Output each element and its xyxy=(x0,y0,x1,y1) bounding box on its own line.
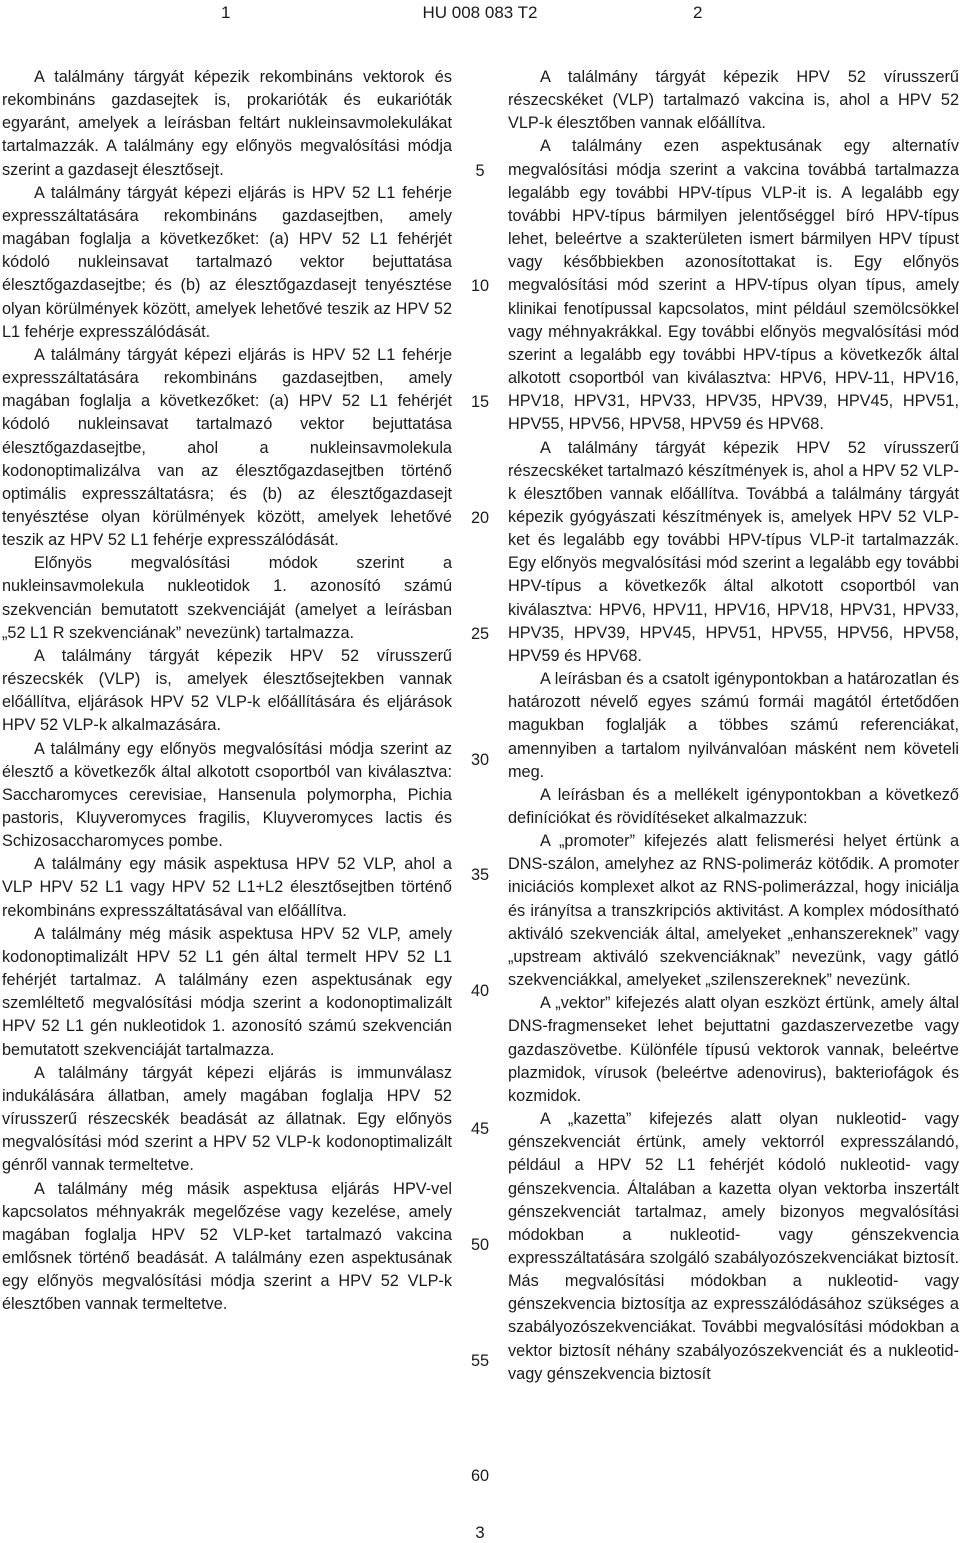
header-left-page-number: 1 xyxy=(221,3,231,22)
paragraph: A „promoter” kifejezés alatt felismerési helyet értünk a DNS-szálon, amelyhez az RNS-polimeráz kötődik. A promoter iniciációs komplexet alkot az RNS-polimerázzal, hogy iniciálja és irányítsa a transzkripciós aktivitást. A komplex módosítható aktiváló szekvenciák által, amelyeket „enhanszereknek” vagy „upstream aktiváló szekvenciáknak” nevezünk, vagy gátló szekvenciákkal, amelyeket „szilenszereknek” nevezünk. xyxy=(508,832,959,990)
paragraph: A találmány egy előnyös megvalósítási módja szerint az élesztő a következők által alkotott csoportból van kiválasztva: Saccharomyces cerevisiae, Hansenula polymorpha, Pichia pastoris, Kluyveromyces fragilis, Kluyveromyces lactis és Schizosaccharomyces pombe. xyxy=(2,739,452,851)
paragraph: A találmány még másik aspektusa eljárás HPV-vel kapcsolatos méhnyakrák megelőzése vagy kezelése, amely magában foglalja HPV 52 VLP-ket tartalmazó vakcina emlősnek történő beadását. A találmány ezen aspektusának egy előnyös megvalósítási módja szerint a HPV 52 VLP-k élesztőben vannak termeltetve. xyxy=(2,1179,452,1314)
paragraph: A találmány tárgyát képezi eljárás is HPV 52 L1 fehérje expresszáltatására rekombináns gazdasejtben, amely magában foglalja a következőket: (a) HPV 52 L1 fehérjét kódoló nukleinsavat tartalmazó vektor bejuttatása élesztőgazdasejtbe, ahol a nukleinsavmolekula kodonoptimalizálva van az élesztőgazdasejtben történő optimális expresszáltatásra; és (b) az élesztőgazdasejt tenyésztése olyan körülmények között, amelyek lehetővé teszik az HPV 52 L1 fehérje expresszálódását. xyxy=(2,345,452,550)
paragraph: A „vektor” kifejezés alatt olyan eszközt értünk, amely által DNS-fragmenseket lehet bejuttatni gazdaszervezetbe vagy gazdaszövetbe. Különféle típusú vektorok vannak, beleértve plazmidok, vírusok (beleértve adenovirus), bakteriofágok és kozmidok. xyxy=(508,994,959,1105)
line-number: 40 xyxy=(470,982,490,1000)
paragraph: A leírásban és a mellékelt igénypontokban a következő definíciókat és rövidítéseket alkalmazzuk: xyxy=(508,785,959,827)
paragraph: A találmány tárgyát képezi eljárás is immunválasz indukálására állatban, amely magában foglalja HPV 52 vírusszerű részecskék beadását az állatnak. Egy előnyös megvalósítási mód szerint a HPV 52 VLP-k kodonoptimalizált génről vannak termeltetve. xyxy=(2,1063,452,1175)
paragraph: A találmány tárgyát képezi eljárás is HPV 52 L1 fehérje expresszáltatására rekombináns gazdasejtben, amely magában foglalja a következőket: (a) HPV 52 L1 fehérjét kódoló nukleinsavat tartalmazó vektor bejuttatása élesztőgazdasejtbe; és (b) az élesztőgazdasejt tenyésztése olyan körülmények között, amelyek lehetővé teszik az HPV 52 L1 fehérje expresszálódását. xyxy=(2,183,452,341)
line-number: 5 xyxy=(475,162,485,180)
line-number: 60 xyxy=(470,1467,490,1485)
line-number: 10 xyxy=(470,277,490,295)
paragraph: A találmány még másik aspektusa HPV 52 VLP, amely kodonoptimalizált HPV 52 L1 gén által termelt HPV 52 L1 fehérjét tartalmaz. A találmány ezen aspektusának egy szemléltető megvalósítási módja szerint a kodonoptimalizált HPV 52 L1 gén nukleotidok 1. azonosító számú szekvencián bemutatott szekvenciáját tartalmazza. xyxy=(2,924,452,1059)
line-number: 25 xyxy=(470,625,490,643)
header-right-page-number: 2 xyxy=(693,3,703,22)
line-number: 45 xyxy=(470,1120,490,1138)
paragraph: A találmány tárgyát képezik HPV 52 vírusszerű részecskéket tartalmazó készítmények is, ahol a HPV 52 VLP-k élesztőben vannak előállítva. Továbbá a találmány tárgyát képezik gyógyászati készítmények is, amelyek HPV 52 VLP-ket és legalább egy további HPV-típus VLP-it tartalmazzák. Egy előnyös megvalósítási mód szerint a legalább egy további HPV-típus a következők által alkotott csoportból van kiválasztva: HPV6, HPV11, HPV16, HPV18, HPV31, HPV33, HPV35, HPV39, HPV45, HPV51, HPV55, HPV56, HPV58, HPV59 és HPV68. xyxy=(508,438,959,665)
paragraph: Előnyös megvalósítási módok szerint a nukleinsavmolekula nukleotidok 1. azonosító számú szekvencián bemutatott szekvenciáját (amelyet a leírásban „52 L1 R szekvenciának” nevezünk) tartalmazza. xyxy=(2,554,452,642)
paragraph: A találmány tárgyát képezik HPV 52 vírusszerű részecskék (VLP) is, amelyek élesztősejtekben vannak előállítva, eljárások HPV 52 VLP-k előállítására és eljárások HPV 52 VLP-k alkalmazására. xyxy=(2,646,452,735)
left-column xyxy=(2,66,452,1316)
line-number: 15 xyxy=(470,393,490,411)
right-column xyxy=(508,66,959,1386)
line-number: 20 xyxy=(470,509,490,527)
line-number: 50 xyxy=(470,1236,490,1254)
paragraph: A „kazetta” kifejezés alatt olyan nukleotid- vagy génszekvenciát értünk, amely vektorról expresszálandó, például a HPV 52 L1 fehérjét kódoló nukleotid- vagy génszekvencia. Általában a kazetta olyan vektorba inszertált génszekvenciát tartalmaz, amely bizonyos megvalósítási módokban a nukleotid- vagy génszekvencia expresszáltatására szolgáló szabályozószekvenciákat biztosít. Más megvalósítási módokban a nukleotid- vagy génszekvencia biztosítja az expresszálódásához szükséges a szabályozószekvenciákat. További megvalósítási módokban a vektor biztosít néhány szabályozószekvenciát és a nukleotid- vagy génszekvencia biztosít xyxy=(508,1110,959,1383)
line-number: 55 xyxy=(470,1352,490,1370)
line-number-gutter xyxy=(463,0,497,1541)
header-document-id: HU 008 083 T2 xyxy=(422,3,538,22)
line-number: 35 xyxy=(470,866,490,884)
line-number: 30 xyxy=(470,751,490,769)
page-number: 3 xyxy=(475,1523,485,1542)
paragraph: A találmány ezen aspektusának egy alternatív megvalósítási módja szerint a vakcina továbbá tartalmazza legalább egy további HPV-típus VLP-it is. A legalább egy további HPV-típus bármilyen jelentőséggel bíró HPV-típus lehet, beleértve a szakterületen ismert bármilyen HPV típust vagy későbbiekben azonosítottakat is. Egy előnyös megvalósítási mód szerint a HPV-típus olyan típus, amely klinikai fenotípussal kapcsolatos, mint például szemölcsökkel vagy méhnyakrákkal. Egy további előnyös megvalósítási mód szerint a legalább egy további HPV-típus a következők által alkotott csoportból van kiválasztva: HPV6, HPV-11, HPV16, HPV18, HPV31, HPV33, HPV35, HPV39, HPV45, HPV51, HPV55, HPV56, HPV58, HPV59 és HPV68. xyxy=(508,137,959,434)
paragraph: A találmány egy másik aspektusa HPV 52 VLP, ahol a VLP HPV 52 L1 vagy HPV 52 L1+L2 élesztősejtben történő rekombináns expresszáltatásával van előállítva. xyxy=(2,855,452,920)
paragraph: A találmány tárgyát képezik rekombináns vektorok és rekombináns gazdasejtek is, prokarióták és eukarióták egyaránt, amelyek a leírásban feltárt nukleinsavmolekulákat tartalmazzák. A találmány egy előnyös megvalósítási módja szerint a gazdasejt élesztősejt. xyxy=(2,68,452,179)
paragraph: A leírásban és a csatolt igénypontokban a határozatlan és határozott névelő egyes számú formái magától értetődően magukban foglalják a többes számú referenciákat, amennyiben a tartalom nyilvánvalóan másként nem követeli meg. xyxy=(508,670,959,781)
paragraph: A találmány tárgyát képezik HPV 52 vírusszerű részecskéket (VLP) tartalmazó vakcina is, ahol a HPV 52 VLP-k élesztőben vannak előállítva. xyxy=(508,68,959,133)
